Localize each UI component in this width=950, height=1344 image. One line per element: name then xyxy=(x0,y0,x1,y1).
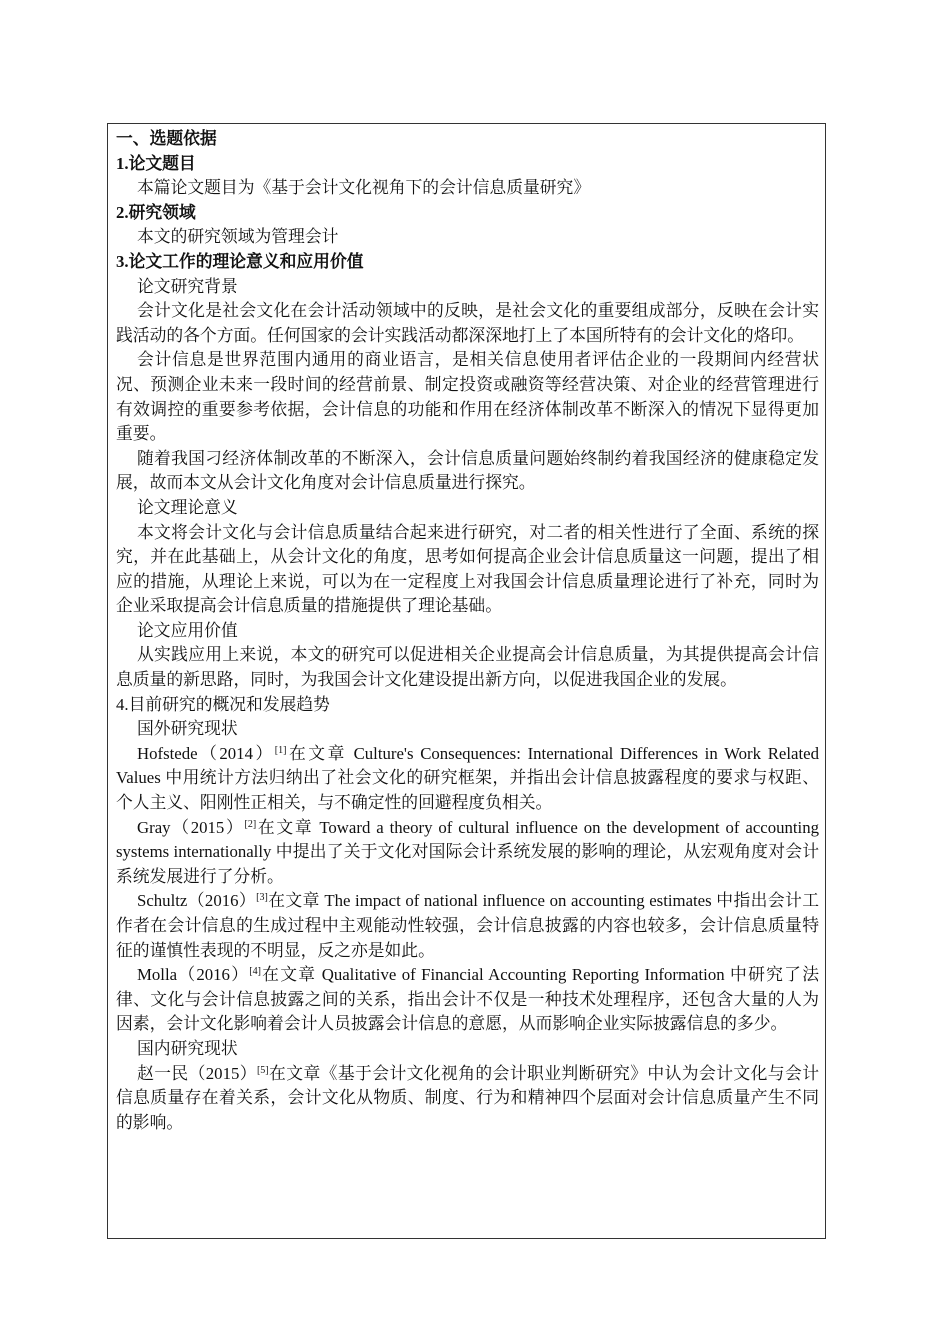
review-paragraph xyxy=(116,816,819,890)
topic-text: 本篇论文题目为《基于会计文化视角下的会计信息质量研究》 xyxy=(137,178,591,198)
review-text: 在文章《基于会计文化视角的会计职业判断研究》中认为会计文化与会计信息质量存在着关系，会计文化从物质、制度、行为和精神四个层面对会计信息质量产生不同的影响。 xyxy=(116,1063,819,1132)
background-label: 论文研究背景 xyxy=(137,276,238,296)
field-text: 本文的研究领域为管理会计 xyxy=(137,227,339,247)
citation-ref: [1] xyxy=(274,744,287,756)
section-title: 一、选题依据 xyxy=(116,129,217,148)
review-text: 在文章 Toward a theory of cultural influence on the development of accounting systems internationally 中提出了关于文化对国际会计系统发展的影响的理论，从宏观角度对会计系统发展进行了分析。 xyxy=(116,817,819,886)
foreign-label: 国外研究现状 xyxy=(137,719,238,739)
theory-label: 论文理论意义 xyxy=(137,497,238,517)
review-text: 在文章 The impact of national influence on accounting estimates 中指出会计工作者在会计信息的生成过程中主观能动性较强，会计信息披露的内容也较多，会计信息质量特征的谨慎性表现的不明显，反之亦是如此。 xyxy=(116,891,820,960)
review-paragraph xyxy=(116,1062,819,1136)
background-paragraph-2: 会计信息是世界范围内通用的商业语言，是相关信息使用者评估企业的一段期间内经营状况、预测企业未来一段时间的经营前景、制定投资或融资等经营决策、对企业的经营管理进行有效调控的重要参考依据，会计信息的功能和作用在经济体制改革不断深入的情况下显得更加重要。 xyxy=(116,350,819,444)
review-paragraph xyxy=(116,889,819,963)
review-author: Hofstede（2014） xyxy=(137,743,275,763)
citation-ref: [2] xyxy=(244,818,257,830)
citation-ref: [5] xyxy=(256,1064,269,1076)
review-text: 在文章 Culture's Consequences: International Differences in Work Related Values 中用统计方法归纳出了社会文化的研究框架，并指出会计信息披露程度的要求与权距、个人主义、阳刚性正相关，与不确定性的回避程度负相关。 xyxy=(116,743,819,813)
citation-ref: [3] xyxy=(256,892,268,904)
topic-heading: 1.论文题目 xyxy=(116,153,196,173)
document-frame xyxy=(107,123,826,1239)
review-author: Schultz（2016） xyxy=(137,891,257,911)
background-paragraph-3: 随着我国刁经济体制改革的不断深入，会计信息质量问题始终制约着我国经济的健康稳定发展，故而本文从会计文化角度对会计信息质量进行探究。 xyxy=(116,448,819,493)
review-author: Gray（2015） xyxy=(137,817,245,837)
review-author: Molla（2016） xyxy=(137,965,250,985)
domestic-label: 国内研究现状 xyxy=(137,1038,238,1058)
review-text: 在文章 Qualitative of Financial Accounting Reporting Information 中研究了法律、文化与会计信息披露之间的关系，指出会计不仅是一种技术处理程序，还包含大量的人为因素，会计文化影响着会计人员披露会计信息的意愿，从而影响企业实际披露信息的多少。 xyxy=(116,965,819,1034)
review-paragraph xyxy=(116,963,819,1037)
review-paragraph xyxy=(116,742,819,816)
field-heading: 2.研究领域 xyxy=(116,202,196,222)
background-paragraph-1: 会计文化是社会文化在会计活动领域中的反映，是社会文化的重要组成部分，反映在会计实践活动的各个方面。任何国家的会计实践活动都深深地打上了本国所特有的会计文化的烙印。 xyxy=(116,301,819,345)
application-label: 论文应用价值 xyxy=(137,620,238,640)
theory-paragraph: 本文将会计文化与会计信息质量结合起来进行研究，对二者的相关性进行了全面、系统的探究，并在此基础上，从会计文化的角度，思考如何提高企业会计信息质量这一问题，提出了相应的措施，从理论上来说，可以为在一定程度上对我国会计信息质量理论进行了补充，同时为企业采取提高会计信息质量的措施提供了理论基础。 xyxy=(116,522,819,616)
citation-ref: [4] xyxy=(249,966,261,978)
review-author: 赵一民（2015） xyxy=(137,1063,257,1083)
significance-heading: 3.论文工作的理论意义和应用价值 xyxy=(116,251,364,271)
status-heading: 4.目前研究的概况和发展趋势 xyxy=(116,694,330,714)
application-paragraph: 从实践应用上来说，本文的研究可以促进相关企业提高会计信息质量，为其提供提高会计信息质量的新思路，同时，为我国会计文化建设提出新方向，以促进我国企业的发展。 xyxy=(116,645,819,690)
